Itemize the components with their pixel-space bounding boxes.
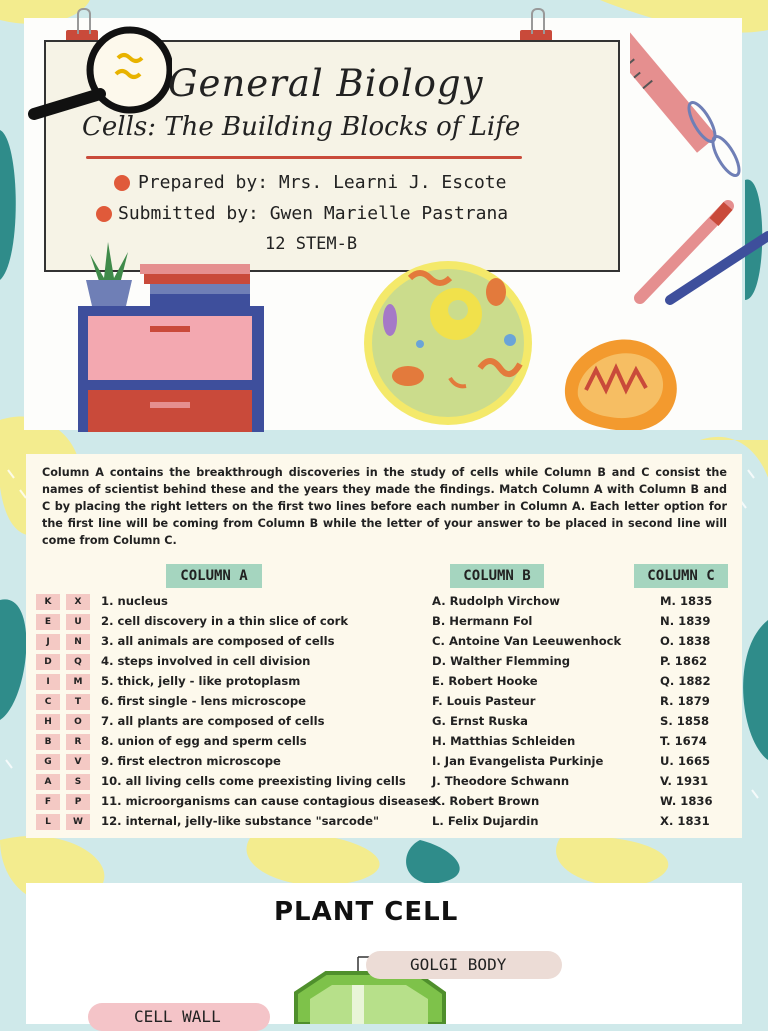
table-row bbox=[36, 672, 736, 692]
answer-box-b[interactable]: A bbox=[36, 774, 60, 790]
column-a-item: 6. first single - lens microscope bbox=[101, 694, 306, 708]
column-b-item: A. Rudolph Virchow bbox=[432, 594, 560, 608]
column-c-item: P. 1862 bbox=[660, 654, 708, 668]
answer-box-c[interactable]: N bbox=[66, 634, 90, 650]
column-b-item: G. Ernst Ruska bbox=[432, 714, 528, 728]
column-b-item: H. Matthias Schleiden bbox=[432, 734, 576, 748]
column-b-item: F. Louis Pasteur bbox=[432, 694, 536, 708]
prepared-by: Prepared by: Mrs. Learni J. Escote bbox=[138, 172, 507, 193]
column-b-item: D. Walther Flemming bbox=[432, 654, 571, 668]
column-c-header: COLUMN C bbox=[634, 564, 728, 588]
desk-illustration bbox=[70, 240, 280, 432]
bullet-icon bbox=[96, 206, 112, 222]
column-c-item: V. 1931 bbox=[660, 774, 709, 788]
table-row bbox=[36, 772, 736, 792]
column-a-item: 1. nucleus bbox=[101, 594, 168, 608]
column-c-item: R. 1879 bbox=[660, 694, 710, 708]
column-c-item: X. 1831 bbox=[660, 814, 710, 828]
column-a-item: 11. microorganisms can cause contagious diseases bbox=[101, 794, 436, 808]
answer-box-b[interactable]: J bbox=[36, 634, 60, 650]
column-c-item: S. 1858 bbox=[660, 714, 710, 728]
animal-cell-illustration bbox=[360, 258, 536, 428]
column-a-item: 12. internal, jelly-like substance "sarcode" bbox=[101, 814, 380, 828]
column-a-header: COLUMN A bbox=[166, 564, 262, 588]
column-b-item: L. Felix Dujardin bbox=[432, 814, 539, 828]
column-a-item: 3. all animals are composed of cells bbox=[101, 634, 335, 648]
bullet-icon bbox=[114, 175, 130, 191]
answer-box-c[interactable]: R bbox=[66, 734, 90, 750]
table-row bbox=[36, 592, 736, 612]
answer-box-c[interactable]: U bbox=[66, 614, 90, 630]
title-underline bbox=[86, 156, 522, 159]
table-row bbox=[36, 752, 736, 772]
table-row bbox=[36, 792, 736, 812]
matching-table bbox=[36, 592, 736, 832]
plant-cell-panel bbox=[26, 883, 742, 1024]
answer-box-c[interactable]: S bbox=[66, 774, 90, 790]
table-row bbox=[36, 812, 736, 832]
column-c-item: U. 1665 bbox=[660, 754, 711, 768]
golgi-body-label: GOLGI BODY bbox=[366, 951, 562, 979]
column-b-item: K. Robert Brown bbox=[432, 794, 540, 808]
column-a-item: 2. cell discovery in a thin slice of cork bbox=[101, 614, 349, 628]
column-c-item: N. 1839 bbox=[660, 614, 711, 628]
column-c-item: W. 1836 bbox=[660, 794, 713, 808]
column-b-item: E. Robert Hooke bbox=[432, 674, 538, 688]
answer-box-b[interactable]: G bbox=[36, 754, 60, 770]
column-c-item: M. 1835 bbox=[660, 594, 713, 608]
column-a-item: 10. all living cells come preexisting living cells bbox=[101, 774, 406, 788]
activity-instructions: Column A contains the breakthrough discoveries in the study of cells while Column B and C consist the names of scientist behind these and the years they made the findings. Match Column A with Column B and C by placing the right letters on the first two lines before each number in Column A. Each letter option for the first line will be coming from Column B while the letter of your answer to be placed in second line will come from Column C. bbox=[42, 466, 727, 547]
submitted-by: Submitted by: Gwen Marielle Pastrana bbox=[118, 203, 509, 224]
answer-box-c[interactable]: T bbox=[66, 694, 90, 710]
answer-box-b[interactable]: E bbox=[36, 614, 60, 630]
column-a-item: 5. thick, jelly - like protoplasm bbox=[101, 674, 301, 688]
cover-panel bbox=[0, 0, 768, 432]
class-section: 12 STEM-B bbox=[265, 234, 358, 254]
column-b-item: I. Jan Evangelista Purkinje bbox=[432, 754, 604, 768]
table-row bbox=[36, 712, 736, 732]
table-row bbox=[36, 692, 736, 712]
answer-box-c[interactable]: X bbox=[66, 594, 90, 610]
answer-box-c[interactable]: M bbox=[66, 674, 90, 690]
column-c-item: Q. 1882 bbox=[660, 674, 711, 688]
column-a-item: 8. union of egg and sperm cells bbox=[101, 734, 307, 748]
answer-box-b[interactable]: L bbox=[36, 814, 60, 830]
answer-box-b[interactable]: F bbox=[36, 794, 60, 810]
table-row bbox=[36, 632, 736, 652]
answer-box-c[interactable]: P bbox=[66, 794, 90, 810]
answer-box-c[interactable]: W bbox=[66, 814, 90, 830]
answer-box-c[interactable]: V bbox=[66, 754, 90, 770]
answer-box-b[interactable]: K bbox=[36, 594, 60, 610]
column-c-item: T. 1674 bbox=[660, 734, 707, 748]
column-b-item: J. Theodore Schwann bbox=[432, 774, 570, 788]
cell-wall-label: CELL WALL bbox=[88, 1003, 270, 1031]
table-row bbox=[36, 612, 736, 632]
table-row bbox=[36, 652, 736, 672]
cover-title: General Biology bbox=[168, 62, 484, 105]
answer-box-b[interactable]: H bbox=[36, 714, 60, 730]
answer-box-b[interactable]: D bbox=[36, 654, 60, 670]
plant-cell-title: PLANT CELL bbox=[274, 897, 459, 927]
matching-activity-panel bbox=[26, 454, 742, 838]
cover-subtitle: Cells: The Building Blocks of Life bbox=[82, 112, 521, 142]
column-a-item: 7. all plants are composed of cells bbox=[101, 714, 325, 728]
column-c-item: O. 1838 bbox=[660, 634, 711, 648]
column-a-item: 9. first electron microscope bbox=[101, 754, 281, 768]
answer-box-c[interactable]: Q bbox=[66, 654, 90, 670]
stationery-illustration bbox=[630, 0, 768, 430]
column-a-item: 4. steps involved in cell division bbox=[101, 654, 311, 668]
column-b-item: C. Antoine Van Leeuwenhock bbox=[432, 634, 622, 648]
table-row bbox=[36, 732, 736, 752]
column-b-header: COLUMN B bbox=[450, 564, 544, 588]
answer-box-b[interactable]: I bbox=[36, 674, 60, 690]
answer-box-b[interactable]: C bbox=[36, 694, 60, 710]
answer-box-b[interactable]: B bbox=[36, 734, 60, 750]
answer-box-c[interactable]: O bbox=[66, 714, 90, 730]
column-b-item: B. Hermann Fol bbox=[432, 614, 533, 628]
